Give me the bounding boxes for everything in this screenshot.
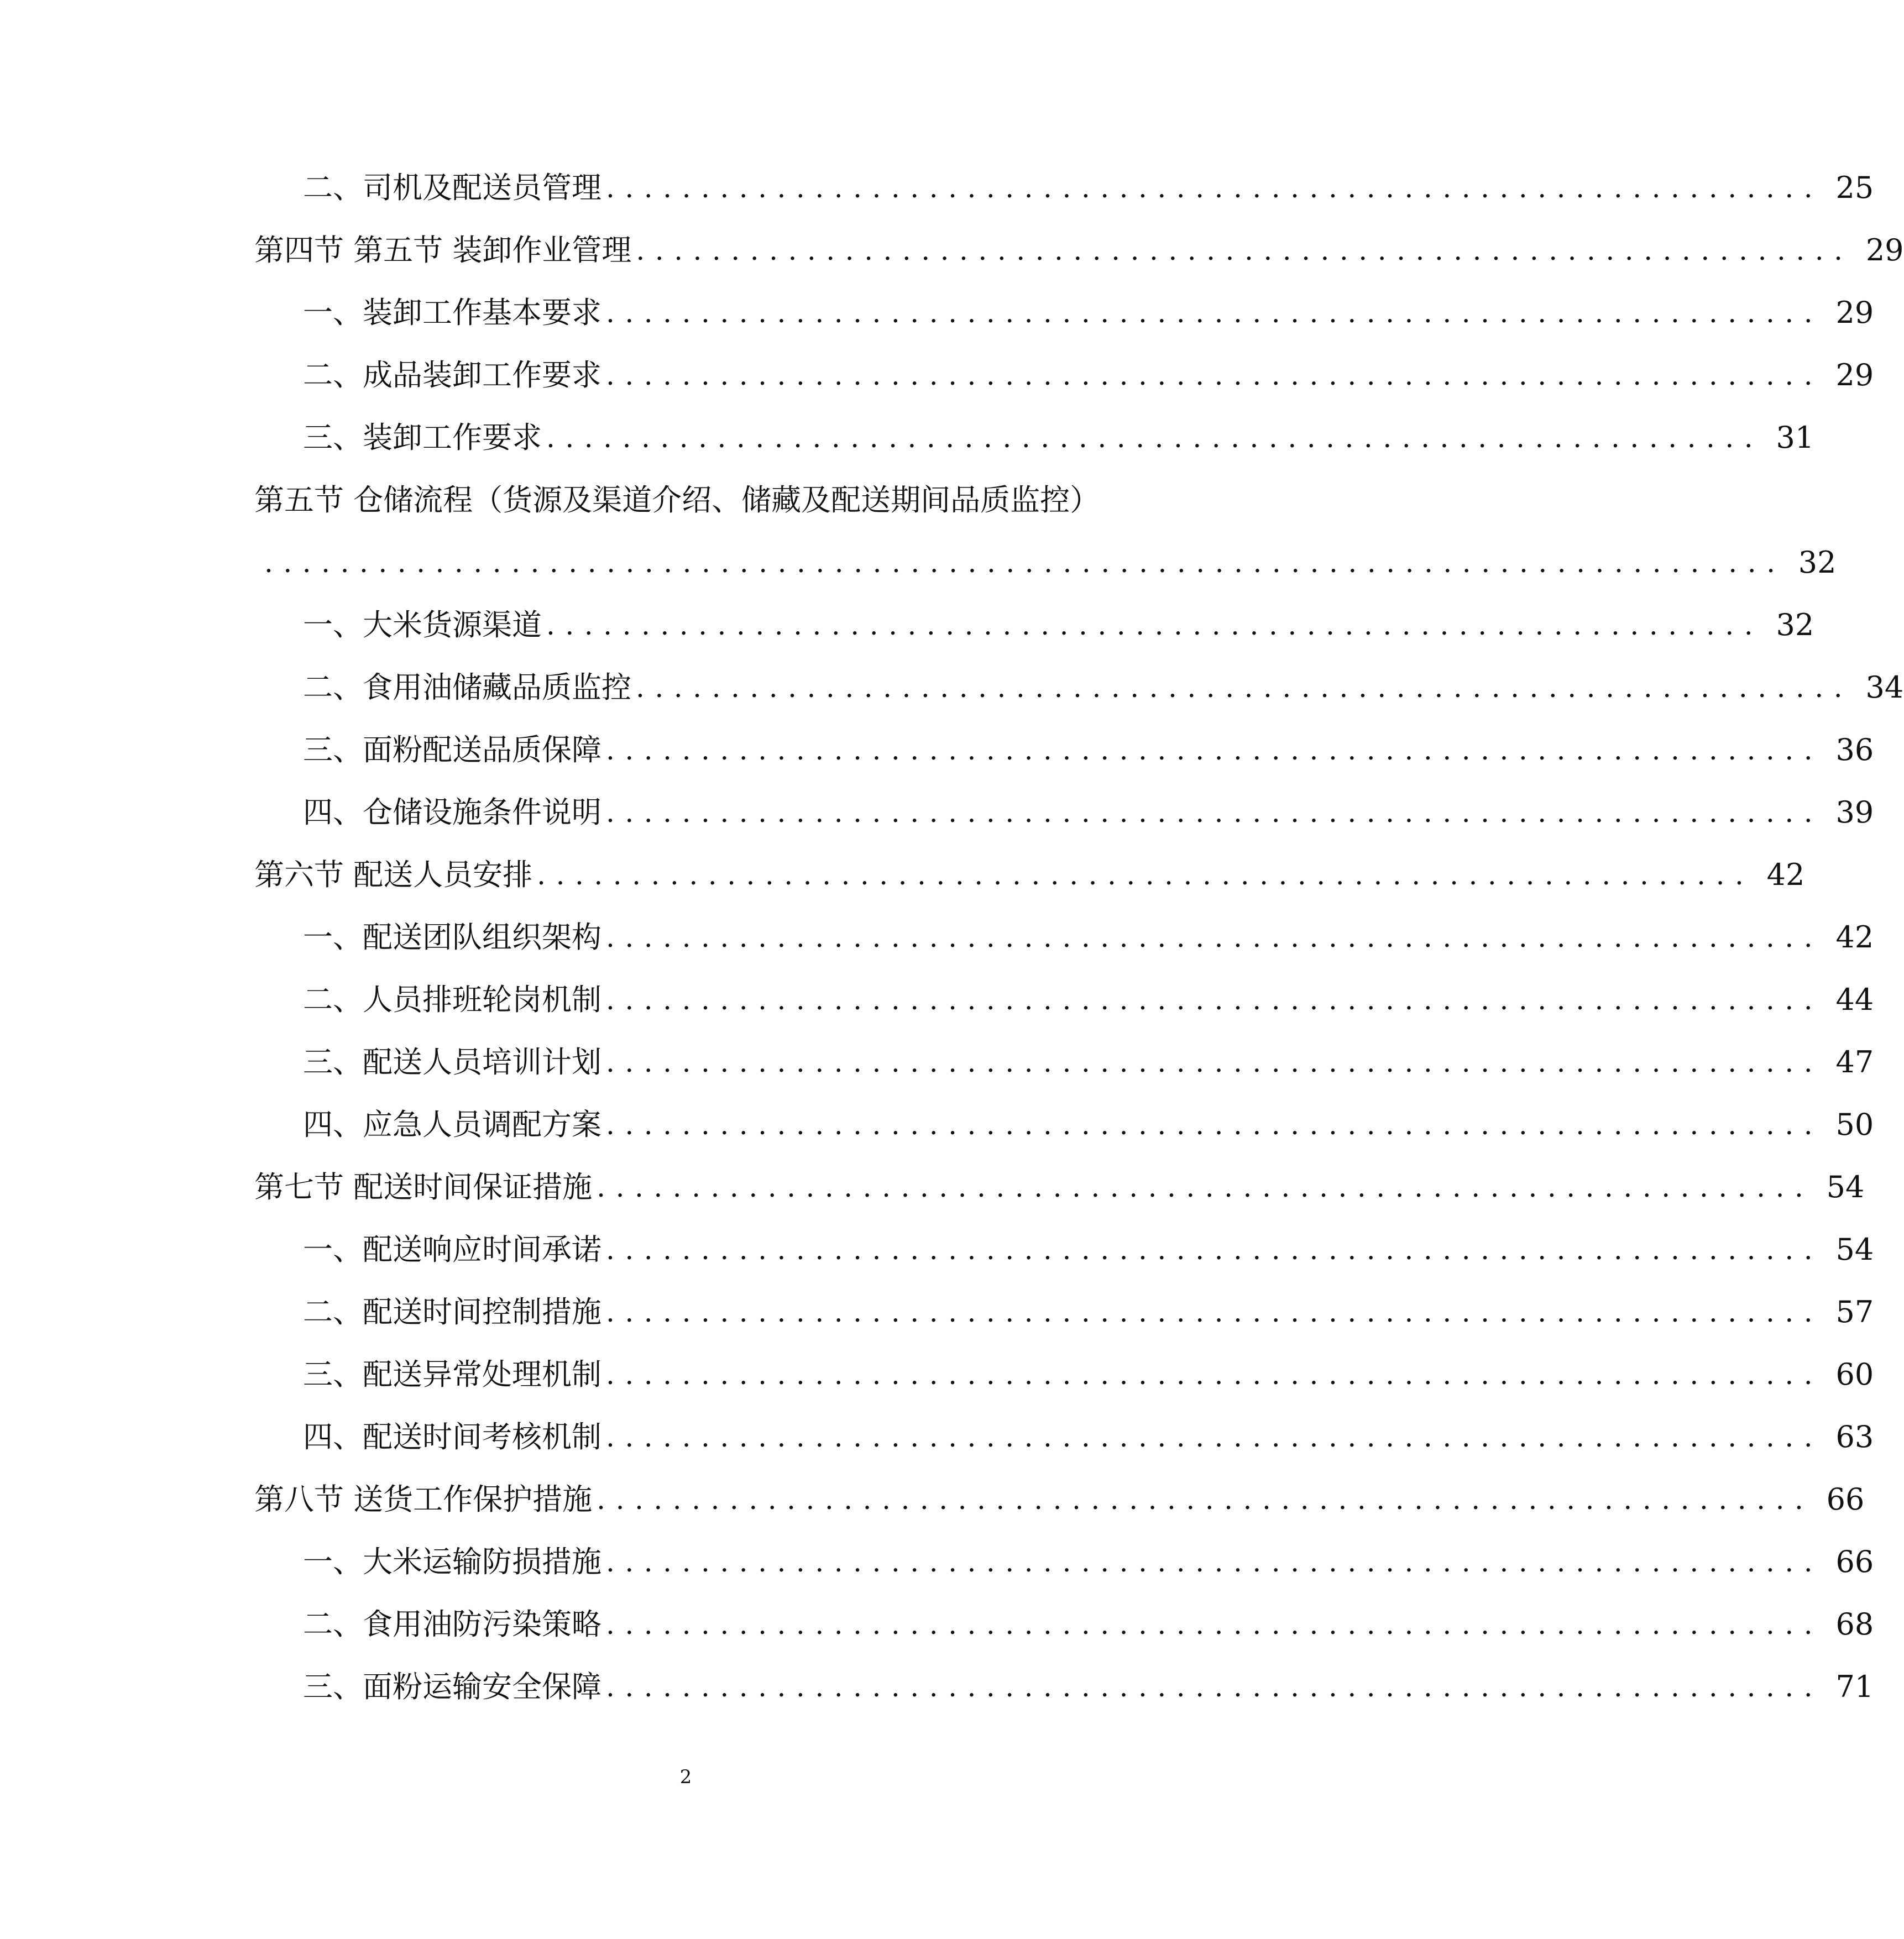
- toc-entry-label: 四、仓储设施条件说明: [303, 795, 601, 830]
- dot-leader: ................................................................: [606, 172, 1823, 204]
- page-number: 2: [679, 1766, 692, 1788]
- toc-entry-label: 第六节 配送人员安排: [254, 857, 533, 892]
- dot-leader: ................................................................: [606, 297, 1823, 329]
- dot-leader: ................................................................: [606, 921, 1823, 953]
- dot-leader: ................................................................: [636, 234, 1853, 266]
- toc-entry-label: 二、食用油防污染策略: [303, 1607, 601, 1642]
- toc-entry-page: 66: [1835, 1544, 1874, 1579]
- dot-leader: ................................................................: [606, 1671, 1823, 1703]
- toc-entry[interactable]: [303, 782, 1874, 843]
- toc-entry-page: 29: [1865, 233, 1904, 268]
- toc-entry[interactable]: [303, 282, 1874, 343]
- toc-entry-label: 第七节 配送时间保证措施: [254, 1170, 593, 1204]
- dot-leader: ................................................................: [606, 1109, 1823, 1141]
- toc-entry[interactable]: [254, 220, 1904, 281]
- toc-entry[interactable]: [254, 1157, 1865, 1218]
- toc-entry-page: 71: [1835, 1669, 1874, 1704]
- toc-entry[interactable]: [303, 1344, 1874, 1405]
- toc-entry-label: 一、配送响应时间承诺: [303, 1232, 601, 1267]
- toc-entry-page: 32: [1776, 607, 1814, 642]
- toc-entry-page: 66: [1826, 1482, 1865, 1517]
- toc-entry-page: 44: [1835, 982, 1874, 1017]
- dot-leader: ................................................................: [537, 859, 1754, 891]
- toc-entry-label: 三、面粉运输安全保障: [303, 1669, 601, 1704]
- toc-entry-label: 三、配送异常处理机制: [303, 1357, 601, 1392]
- dot-leader: ................................................................: [606, 1296, 1823, 1328]
- toc-entry-label: 四、应急人员调配方案: [303, 1107, 601, 1142]
- dot-leader: ................................................................................: [264, 547, 1786, 579]
- toc-entry[interactable]: [254, 1469, 1865, 1530]
- dot-leader: ................................................................: [606, 1608, 1823, 1641]
- dot-leader: ................................................................: [597, 1484, 1814, 1516]
- dot-leader: ................................................................: [636, 672, 1853, 704]
- toc-entry-page: 29: [1835, 358, 1874, 392]
- dot-leader: ................................................................: [606, 1421, 1823, 1453]
- toc-entry[interactable]: [303, 1282, 1874, 1343]
- toc-entry-page: 54: [1826, 1170, 1865, 1204]
- toc-entry-label: 三、装卸工作要求: [303, 420, 542, 455]
- toc-entry[interactable]: [303, 1032, 1874, 1093]
- toc-entry[interactable]: [303, 657, 1904, 718]
- toc-entry[interactable]: [303, 970, 1874, 1030]
- toc-entry[interactable]: [303, 1219, 1874, 1280]
- toc-entry[interactable]: [303, 1657, 1874, 1717]
- toc-entry-page: 36: [1835, 732, 1874, 767]
- toc-entry-label: 二、食用油储藏品质监控: [303, 670, 631, 705]
- toc-entry-label: 三、面粉配送品质保障: [303, 732, 601, 767]
- toc-entry-label: 三、配送人员培训计划: [303, 1045, 601, 1079]
- toc-entry-label: 第五节 仓储流程（货源及渠道介绍、储藏及配送期间品质监控）: [254, 483, 1100, 517]
- toc-entry[interactable]: [303, 1532, 1874, 1592]
- toc-entry[interactable]: [303, 1594, 1874, 1655]
- toc-entry-page: 60: [1835, 1357, 1874, 1392]
- toc-entry[interactable]: [303, 1407, 1874, 1468]
- dot-leader: ................................................................: [606, 734, 1823, 766]
- toc-entry-page: 32: [1798, 545, 1837, 580]
- dot-leader: ................................................................: [606, 1546, 1823, 1578]
- toc-entry-page: 68: [1835, 1607, 1874, 1642]
- dot-leader: ................................................................: [606, 796, 1823, 829]
- toc-entry-page: 29: [1835, 295, 1874, 330]
- toc-entry[interactable]: [303, 158, 1874, 218]
- toc-entry[interactable]: [254, 845, 1805, 905]
- toc-entry[interactable]: [303, 345, 1874, 406]
- dot-leader: ................................................................: [606, 1359, 1823, 1391]
- dot-leader: ................................................................: [606, 1046, 1823, 1078]
- toc-entry-label: 一、大米货源渠道: [303, 607, 542, 642]
- toc-entry-page: 54: [1835, 1232, 1874, 1267]
- toc-entry-continued[interactable]: [260, 532, 1837, 593]
- toc-entry-label: 二、人员排班轮岗机制: [303, 982, 601, 1017]
- toc-entry[interactable]: [303, 720, 1874, 780]
- toc-entry[interactable]: [303, 407, 1814, 468]
- toc-entry-label: 一、配送团队组织架构: [303, 920, 601, 955]
- toc-entry-label: 四、配送时间考核机制: [303, 1419, 601, 1454]
- dot-leader: ................................................................: [606, 1234, 1823, 1266]
- toc-entry-page: 50: [1835, 1107, 1874, 1142]
- toc-entry-label: 二、配送时间控制措施: [303, 1295, 601, 1329]
- toc-entry[interactable]: [303, 1094, 1874, 1155]
- toc-entry-page: 39: [1835, 795, 1874, 830]
- toc-entry-page: 31: [1776, 420, 1814, 455]
- toc-entry-label: 第四节 第五节 装卸作业管理: [254, 233, 632, 268]
- toc-entry-page: 42: [1766, 857, 1805, 892]
- toc-entry-page: 63: [1835, 1419, 1874, 1454]
- toc-entry-page: 25: [1835, 170, 1874, 205]
- dot-leader: ................................................................: [606, 984, 1823, 1016]
- dot-leader: ................................................................: [597, 1171, 1814, 1203]
- toc-entry[interactable]: [303, 907, 1874, 968]
- toc-entry[interactable]: [254, 470, 1153, 531]
- dot-leader: ................................................................: [546, 609, 1764, 641]
- toc-entry-label: 二、司机及配送员管理: [303, 170, 601, 205]
- toc-entry-label: 二、成品装卸工作要求: [303, 358, 601, 392]
- toc-entry-label: 一、装卸工作基本要求: [303, 295, 601, 330]
- toc-entry[interactable]: [303, 595, 1814, 656]
- dot-leader: ................................................................: [606, 359, 1823, 391]
- toc-entry-label: 第八节 送货工作保护措施: [254, 1482, 593, 1517]
- dot-leader: ................................................................: [546, 422, 1764, 454]
- toc-entry-page: 57: [1835, 1295, 1874, 1329]
- toc-entry-page: 34: [1865, 670, 1904, 705]
- toc-entry-page: 42: [1835, 920, 1874, 955]
- toc-entry-page: 47: [1835, 1045, 1874, 1079]
- toc-entry-label: 一、大米运输防损措施: [303, 1544, 601, 1579]
